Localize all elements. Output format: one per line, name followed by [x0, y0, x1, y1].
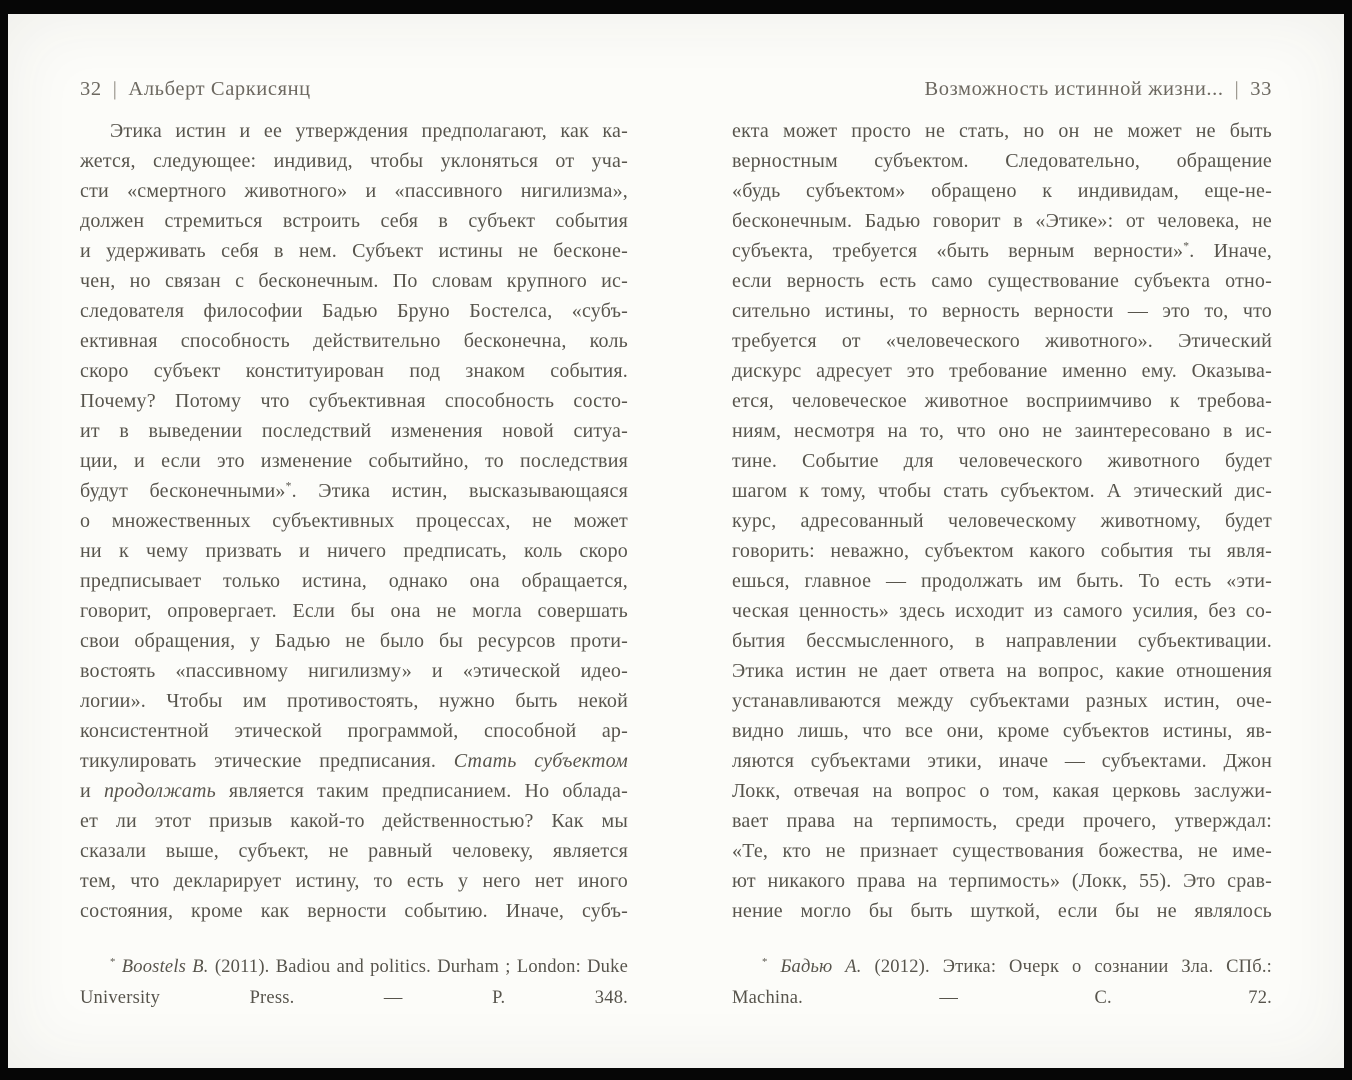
text-line: логии». Чтобы им противостоять, нужно быть некой	[80, 690, 628, 712]
text-line: сти «смертного животного» и «пассивного нигилизма»,	[80, 180, 628, 202]
right-page	[732, 14, 1272, 1068]
text-line: бытия бессмысленного, в направлении субъективации.	[732, 630, 1272, 652]
text-line: чен, но связан с бесконечным. По словам крупного ис-	[80, 270, 628, 292]
text-line: видно лишь, что все они, кроме субъектов истины, яв-	[732, 720, 1272, 742]
text-line: Этика истин не дает ответа на вопрос, какие отношения	[732, 660, 1272, 682]
text-line: бесконечным. Бадью говорит в «Этике»: от человека, не	[732, 210, 1272, 232]
footnote-line: Machina. — С. 72.	[732, 988, 1272, 1008]
text-line: требуется от «человеческого животного». Этический	[732, 330, 1272, 352]
book-spread	[8, 14, 1344, 1068]
text-line: «будь субъектом» обращено к индивидам, еще-не-	[732, 180, 1272, 202]
footnote-line: University Press. — P. 348.	[80, 988, 628, 1008]
text-line: субъекта, требуется «быть верным верности»*. Иначе,	[732, 239, 1272, 262]
text-line: ции, и если это изменение событийно, то последствия	[80, 450, 628, 472]
text-line: устанавливаются между субъектами разных истин, оче-	[732, 690, 1272, 712]
right-page-lines	[732, 116, 1272, 926]
text-line: состояния, кроме как верности событию. Иначе, субъ-	[80, 900, 628, 922]
text-line: нение могло бы быть шуткой, если бы не являлось	[732, 900, 1272, 922]
text-line: «Те, кто не признает существования божества, не име-	[732, 840, 1272, 862]
text-line: Локк, отвечая на вопрос о том, какая церковь заслужи-	[732, 780, 1272, 802]
emphasis-text: Бадью А.	[780, 957, 862, 977]
text-line: будут бесконечными»*. Этика истин, высказывающаяся	[80, 479, 628, 502]
text-line: ческая ценность» здесь исходит из самого усилия, без со-	[732, 600, 1272, 622]
header-separator: |	[1234, 78, 1240, 100]
left-page-header	[80, 78, 628, 101]
text-line: екта может просто не стать, но он не может не быть	[732, 120, 1272, 142]
text-line: ективная способность действительно бесконечна, коль	[80, 330, 628, 352]
text-line: тем, что декларирует истину, то есть у него нет иного	[80, 870, 628, 892]
text-line: ют никакого права на терпимость» (Локк, 55). Это срав-	[732, 870, 1272, 892]
text-line: Этика истин и ее утверждения предполагают, как ка-	[110, 120, 628, 142]
text-line: должен стремиться встроить себя в субъект события	[80, 210, 628, 232]
footnote-marker: *	[285, 479, 292, 493]
text-line: и продолжать является таким предписанием. Но облада-	[80, 780, 628, 802]
header-separator: |	[112, 78, 118, 100]
text-line: и удерживать себя в нем. Субъект истины не бесконе-	[80, 240, 628, 262]
text-line: говорить: неважно, субъектом какого события ты явля-	[732, 540, 1272, 562]
text-line: ит в выведении последствий изменения новой ситуа-	[80, 420, 628, 442]
footnote-marker: *	[1183, 239, 1190, 253]
text-line: ешься, главное — продолжать им быть. То есть «эти-	[732, 570, 1272, 592]
text-line: о множественных субъективных процессах, не может	[80, 510, 628, 532]
text-line: Почему? Потому что субъективная способность состо-	[80, 390, 628, 412]
text-line: дискурс адресует это требование именно ему. Оказыва-	[732, 360, 1272, 382]
footnote-line: * Boostels B. (2011). Badiou and politics. Durham ; London: Duke	[110, 955, 628, 977]
text-line: свои обращения, у Бадью не было бы ресурсов проти-	[80, 630, 628, 652]
text-line: ниям, несмотря на то, что оно не заинтересовано в ис-	[732, 420, 1272, 442]
left-page-footnote	[80, 952, 628, 1014]
emphasis-text: Boostels B.	[121, 957, 209, 977]
page-number: 33	[1250, 78, 1272, 100]
emphasis-text: продолжать	[103, 780, 216, 802]
text-line: консистентной этической программой, способной ар-	[80, 720, 628, 742]
text-line: ет ли этот призыв какой-то действенностью? Как мы	[80, 810, 628, 832]
text-line: ется, человеческое животное восприимчиво к требова-	[732, 390, 1272, 412]
text-line: предписывает только истина, однако она обращается,	[80, 570, 628, 592]
footnote-line: * Бадью А. (2012). Этика: Очерк о сознании Зла. СПб.:	[762, 955, 1272, 977]
text-line: шагом к тому, чтобы стать субъектом. А этический дис-	[732, 480, 1272, 502]
text-line: востоять «пассивному нигилизму» и «этической идео-	[80, 660, 628, 682]
text-line: сказали выше, субъект, не равный человеку, является	[80, 840, 628, 862]
text-line: тине. Событие для человеческого животного будет	[732, 450, 1272, 472]
text-line: вает права на терпимость, среди прочего, утверждал:	[732, 810, 1272, 832]
text-line: тикулировать этические предписания. Стать субъектом	[80, 750, 628, 772]
right-page-footnote	[732, 952, 1272, 1014]
emphasis-text: Стать субъектом	[453, 750, 628, 772]
right-page-header	[732, 78, 1272, 101]
text-line: говорит, опровергает. Если бы она не могла совершать	[80, 600, 628, 622]
text-line: скоро субъект конституирован под знаком события.	[80, 360, 628, 382]
left-page	[80, 14, 628, 1068]
text-line: ляются субъектами этики, иначе — субъектами. Джон	[732, 750, 1272, 772]
running-title: Возможность истинной жизни...	[924, 78, 1224, 100]
text-line: сительно истины, то верность верности — это то, что	[732, 300, 1272, 322]
footnote-marker: *	[762, 955, 768, 968]
text-line: ни к чему призвать и ничего предписать, коль скоро	[80, 540, 628, 562]
page-number: 32	[80, 78, 102, 100]
running-title: Альберт Саркисянц	[128, 78, 311, 100]
footnote-marker: *	[110, 955, 116, 968]
text-line: следователя философии Бадью Бруно Бостелса, «субъ-	[80, 300, 628, 322]
left-page-lines	[80, 116, 628, 926]
text-line: жется, следующее: индивид, чтобы уклоняться от уча-	[80, 150, 628, 172]
text-line: верностным субъектом. Следовательно, обращение	[732, 150, 1272, 172]
text-line: если верность есть само существование субъекта отно-	[732, 270, 1272, 292]
text-line: курс, адресованный человеческому животному, будет	[732, 510, 1272, 532]
